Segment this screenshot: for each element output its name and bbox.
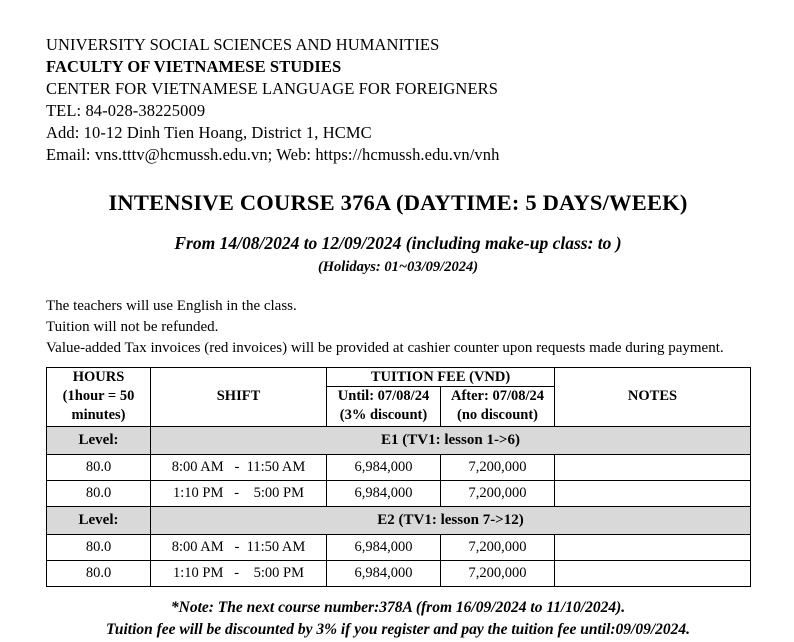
table-row [47,454,751,480]
level-label: Level: [47,506,151,534]
header-fee-until [327,387,441,426]
header-fee-after [441,387,555,426]
email-and-web: Email: vns.tttv@hcmussh.edu.vn; Web: https://hcmussh.edu.vn/vnh [46,144,500,164]
level-row [47,506,751,534]
cell-notes [555,454,751,480]
notice-vat-invoice: Value-added Tax invoices (red invoices) will be provided at cashier counter upon requests made during payment. [46,340,724,357]
table-row [47,480,751,506]
footer-notes [46,597,750,642]
footer-next-course: *Note: The next course number:378A (from 16/09/2024 to 11/10/2024). [170,598,626,616]
telephone: TEL: 84-028-38225009 [46,100,206,120]
header-hours-label: HOURS [72,369,125,386]
notice-language: The teachers will use English in the class. [46,297,297,314]
cell-shift: 8:00 AM - 11:50 AM [151,534,327,560]
cell-notes [555,560,751,586]
cell-fee-after: 7,200,000 [441,454,555,480]
cell-fee-after: 7,200,000 [441,480,555,506]
cell-fee-after: 7,200,000 [441,560,555,586]
cell-hours: 80.0 [47,534,151,560]
header-fee-after-date: After: 07/08/24 [450,388,544,405]
table-row [47,534,751,560]
address: Add: 10-12 Dinh Tien Hoang, District 1, HCMC [46,122,372,142]
center-name: CENTER FOR VIETNAMESE LANGUAGE FOR FOREIGNERS [46,78,499,98]
notices-block [46,296,750,360]
cell-shift: 8:00 AM - 11:50 AM [151,454,327,480]
level-row [47,426,751,454]
cell-fee-until: 6,984,000 [327,454,441,480]
schedule-table [46,367,751,587]
header-notes: NOTES [555,367,751,426]
letterhead [46,34,750,166]
cell-fee-until: 6,984,000 [327,534,441,560]
header-fee-until-date: Until: 07/08/24 [337,388,430,405]
footer-discount-note: Tuition fee will be discounted by 3% if you register and pay the tuition fee until:09/09/2024. [105,621,691,639]
level-label: Level: [47,426,151,454]
page-title: INTENSIVE COURSE 376A (DAYTIME: 5 DAYS/WEEK) [108,189,688,215]
cell-fee-after: 7,200,000 [441,534,555,560]
table-header [47,367,751,426]
cell-shift: 1:10 PM - 5:00 PM [151,560,327,586]
header-hours-sublabel: (1hour = 50 minutes) [62,388,135,423]
holiday-note: (Holidays: 01~03/09/2024) [317,258,479,275]
level-value: E1 (TV1: lesson 1->6) [151,426,751,454]
university-name: UNIVERSITY SOCIAL SCIENCES AND HUMANITIES [46,35,440,54]
cell-hours: 80.0 [47,454,151,480]
table-header-row-1 [47,367,751,387]
cell-hours: 80.0 [47,560,151,586]
header-shift: SHIFT [151,367,327,426]
header-fee-until-discount: (3% discount) [339,407,428,424]
header-tuition-fee: TUITION FEE (VND) [327,367,555,387]
table-row [47,560,751,586]
notice-refund: Tuition will not be refunded. [46,318,219,335]
header-fee-after-discount: (no discount) [457,407,538,424]
cell-shift: 1:10 PM - 5:00 PM [151,480,327,506]
header-hours [47,367,151,426]
cell-notes [555,480,751,506]
cell-fee-until: 6,984,000 [327,480,441,506]
course-date-range: From 14/08/2024 to 12/09/2024 (including make-up class: to ) [174,232,622,253]
cell-notes [555,534,751,560]
level-value: E2 (TV1: lesson 7->12) [151,506,751,534]
cell-fee-until: 6,984,000 [327,560,441,586]
table-body [47,426,751,586]
cell-hours: 80.0 [47,480,151,506]
faculty-name: FACULTY OF VIETNAMESE STUDIES [46,56,342,76]
